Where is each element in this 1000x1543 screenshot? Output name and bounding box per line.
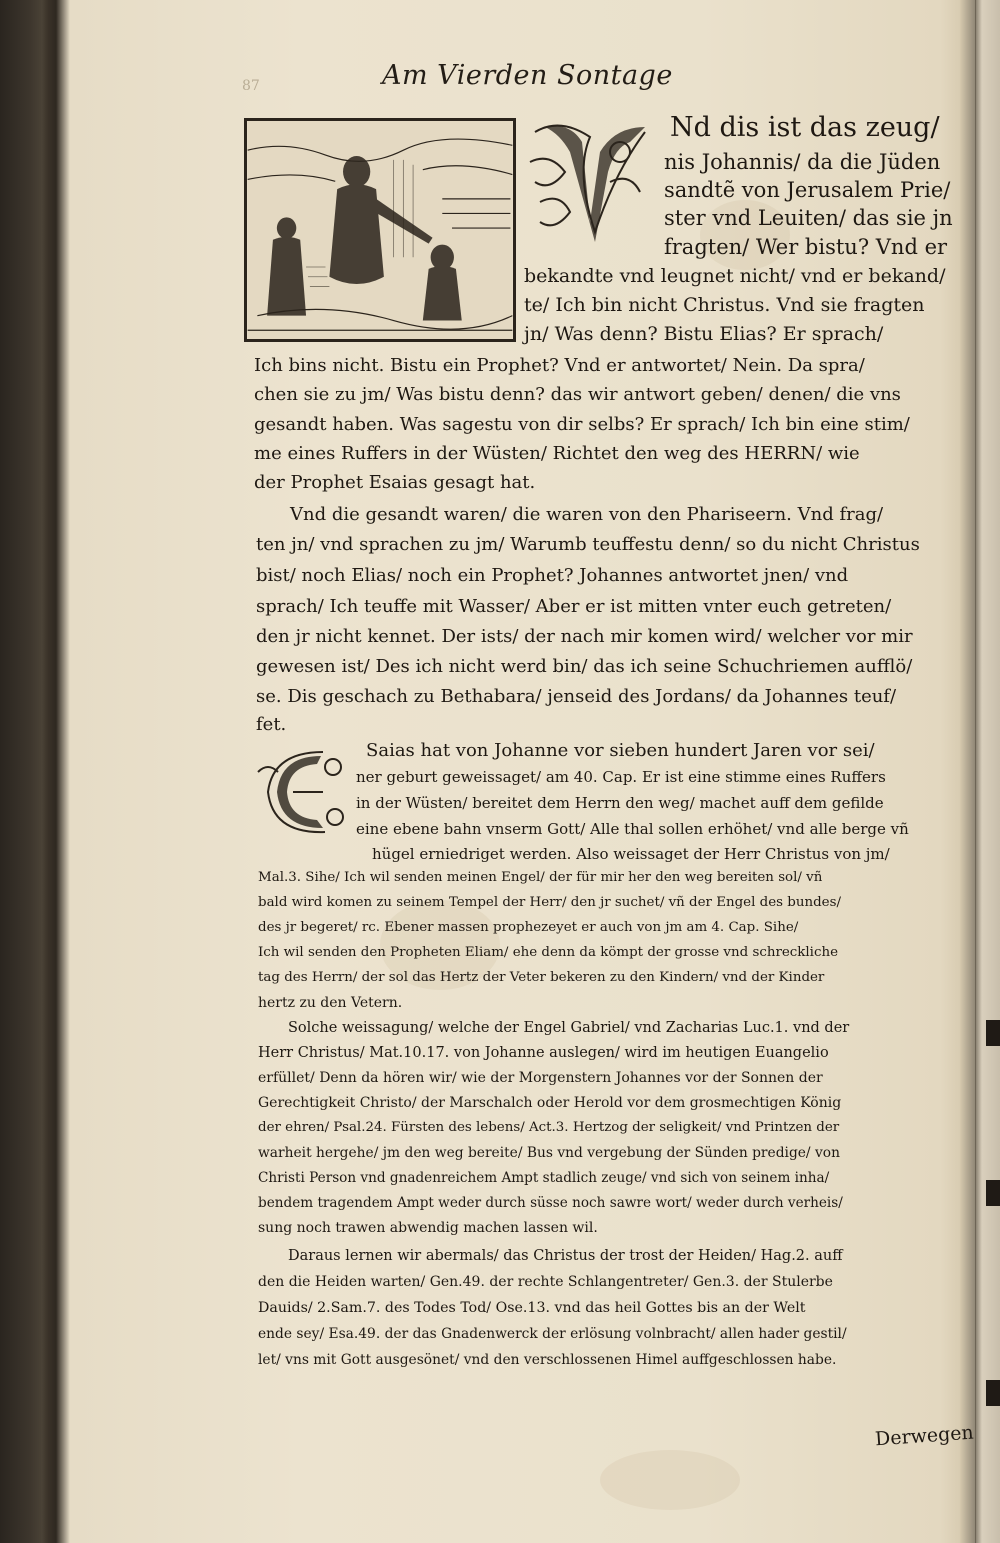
text-line: eine ebene bahn vnserm Gott/ Alle thal sollen erhöhet/ vnd alle berge vñ xyxy=(356,820,909,838)
edge-tab xyxy=(986,1380,1000,1406)
text-line: Gerechtigkeit Christo/ der Marschalch oder Herold vor dem grosmechtigen König xyxy=(258,1095,842,1111)
text-line: Ich bins nicht. Bistu ein Prophet? Vnd er antwortet/ Nein. Da spra/ xyxy=(254,355,865,376)
edge-tab xyxy=(986,1180,1000,1206)
text-line: Saias hat von Johanne vor sieben hundert Jaren vor sei/ xyxy=(366,740,875,761)
text-line: bendem tragendem Ampt weder durch süsse noch sawre wort/ weder durch verheis/ xyxy=(258,1195,843,1211)
text-line: des jr begeret/ rc. Ebener massen prophezeyet er auch von jm am 4. Cap. Sihe/ xyxy=(258,920,799,935)
text-line: in der Wüsten/ bereitet dem Herrn den weg/ machet auff dem gefilde xyxy=(356,794,884,812)
text-line: der Prophet Esaias gesagt hat. xyxy=(254,472,536,493)
text-line: hügel erniedriget werden. Also weissaget der Herr Christus von jm/ xyxy=(372,845,890,863)
text-line: nis Johannis/ da die Jüden xyxy=(664,150,941,174)
text-line: Christi Person vnd gnadenreichem Ampt stadlich zeuge/ vnd sich von seinem inha/ xyxy=(258,1170,830,1186)
text-line: ster vnd Leuiten/ das sie jn xyxy=(664,206,953,230)
text-line: Dauids/ 2.Sam.7. des Todes Tod/ Ose.13. vnd das heil Gottes bis an der Welt xyxy=(258,1300,806,1316)
text-line: sprach/ Ich teuffe mit Wasser/ Aber er ist mitten vnter euch getreten/ xyxy=(256,596,892,617)
edge-tab xyxy=(986,1020,1000,1046)
text-line: bist/ noch Elias/ noch ein Prophet? Johannes antwortet jnen/ vnd xyxy=(256,565,849,586)
text-line: fragten/ Wer bistu? Vnd er xyxy=(664,235,948,259)
text-line: warheit hergehe/ jm den weg bereite/ Bus vnd vergebung der Sünden predige/ von xyxy=(258,1145,840,1161)
text-line: Solche weissagung/ welche der Engel Gabriel/ vnd Zacharias Luc.1. vnd der xyxy=(288,1020,850,1036)
text-line: den jr nicht kennet. Der ists/ der nach mir komen wird/ welcher vor mir xyxy=(256,626,913,647)
text-line: fet. xyxy=(256,714,287,735)
text-line: ner geburt geweissaget/ am 40. Cap. Er ist eine stimme eines Ruffers xyxy=(356,768,886,786)
text-line: sung noch trawen abwendig machen lassen wil. xyxy=(258,1220,598,1236)
text-line: Herr Christus/ Mat.10.17. von Johanne auslegen/ wird im heutigen Euangelio xyxy=(258,1045,829,1061)
text-line: Mal.3. Sihe/ Ich wil senden meinen Engel/ der für mir her den weg bereiten sol/ vñ xyxy=(258,870,823,885)
text-line: erfüllet/ Denn da hören wir/ wie der Morgenstern Johannes vor der Sonnen der xyxy=(258,1070,823,1086)
text-line: Nd dis ist das zeug/ xyxy=(670,112,940,143)
text-line: gewesen ist/ Des ich nicht werd bin/ das ich seine Schuchriemen aufflö/ xyxy=(256,656,913,677)
woodcut-illustration xyxy=(244,118,516,342)
text-line: te/ Ich bin nicht Christus. Vnd sie fragten xyxy=(524,294,925,316)
folio-mark: 87 xyxy=(242,78,260,94)
text-line: let/ vns mit Gott ausgesönet/ vnd den verschlossenen Himel auffgeschlossen habe. xyxy=(258,1352,837,1368)
text-line: hertz zu den Vetern. xyxy=(258,995,403,1011)
text-line: sandtẽ von Jerusalem Prie/ xyxy=(664,178,951,202)
text-line: Daraus lernen wir abermals/ das Christus der trost der Heiden/ Hag.2. auff xyxy=(288,1248,843,1264)
text-line: den die Heiden warten/ Gen.49. der rechte Schlangentreter/ Gen.3. der Stulerbe xyxy=(258,1274,833,1290)
text-line: Ich wil senden den Propheten Eliam/ ehe denn da kömpt der grosse vnd schreckliche xyxy=(258,945,839,960)
page-gutter-line xyxy=(975,0,976,1543)
decorated-initial-e-icon xyxy=(253,742,353,842)
text-line: gesandt haben. Was sagestu von dir selbs? Er sprach/ Ich bin eine stim/ xyxy=(254,414,910,435)
text-line: me eines Ruffers in der Wüsten/ Richtet den weg des HERRN/ wie xyxy=(254,443,860,464)
text-line: der ehren/ Psal.24. Fürsten des lebens/ Act.3. Hertzog der seligkeit/ vnd Printzen der xyxy=(258,1120,840,1135)
text-line: chen sie zu jm/ Was bistu denn? das wir antwort geben/ denen/ die vns xyxy=(254,384,901,405)
catchword: Derwegen xyxy=(874,1421,975,1451)
running-head: Am Vierden Sontage xyxy=(382,60,673,91)
woodcut-scene-icon xyxy=(247,121,513,339)
adjacent-page-edge xyxy=(960,0,1000,1543)
text-line: se. Dis geschach zu Bethabara/ jenseid des Jordans/ da Johannes teuf/ xyxy=(256,686,897,707)
decorated-initial-v-icon xyxy=(520,112,660,252)
text-line: bekandte vnd leugnet nicht/ vnd er bekand/ xyxy=(524,265,946,287)
text-line: bald wird komen zu seinem Tempel der Herr/ den jr suchet/ vñ der Engel des bundes/ xyxy=(258,895,841,910)
text-line: ten jn/ vnd sprachen zu jm/ Warumb teuffestu denn/ so du nicht Christus xyxy=(256,534,920,555)
text-line: ende sey/ Esa.49. der das Gnadenwerck der erlösung volnbracht/ allen hader gestil/ xyxy=(258,1326,847,1342)
text-line: jn/ Was denn? Bistu Elias? Er sprach/ xyxy=(524,323,884,345)
foxing-stain xyxy=(600,1450,740,1510)
text-line: Vnd die gesandt waren/ die waren von den Phariseern. Vnd frag/ xyxy=(290,504,884,525)
text-line: tag des Herrn/ der sol das Hertz der Veter bekeren zu den Kindern/ vnd der Kinder xyxy=(258,970,825,985)
